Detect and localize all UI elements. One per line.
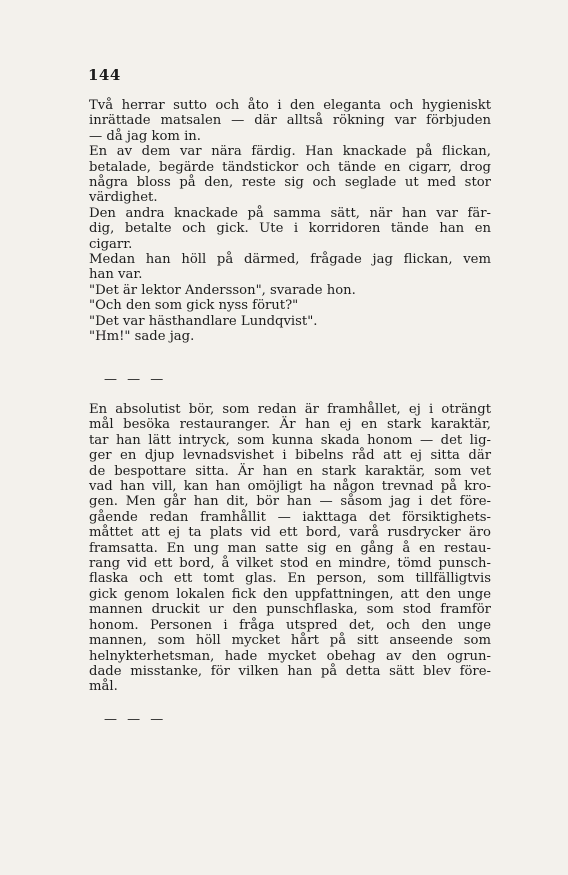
text-line: tar han lätt intryck, som kunna skada honom — det lig- <box>89 432 491 448</box>
text-line: rang vid ett bord, å vilket stod en mindre, tömd punsch- <box>89 556 491 572</box>
text-line: framsatta. En ung man satte sig en gång å en restau- <box>89 540 491 556</box>
text-line: "Och den som gick nyss förut?" <box>89 298 299 314</box>
text-line: mål besöka restauranger. Är han ej en stark karaktär, <box>89 417 491 433</box>
text-section-2 <box>89 402 491 695</box>
text-line: helnykterhetsman, hade mycket obehag av den ogrun- <box>89 648 491 664</box>
text-line: dig, betalte och gick. Ute i korridoren tände han en <box>89 221 491 237</box>
text-line: dade misstanke, för vilken han på detta sätt blev före- <box>89 663 491 679</box>
text-line: "Det var hästhandlare Lundqvist". <box>89 313 318 329</box>
section-separator: — — — <box>104 372 167 387</box>
text-line: En av dem var nära färdig. Han knackade på flickan, <box>89 144 491 160</box>
text-line: inrättade matsalen — där alltså rökning var förbjuden <box>89 113 491 129</box>
text-line: mål. <box>89 679 118 695</box>
text-line: flaska och ett tomt glas. En person, som tillfälligtvis <box>89 571 491 587</box>
text-line: Den andra knackade på samma sätt, när han var fär- <box>89 205 491 221</box>
text-line: "Det är lektor Andersson", svarade hon. <box>89 282 356 298</box>
text-line: En absolutist bör, som redan är framhållet, ej i oträngt <box>89 402 491 417</box>
text-line: han var. <box>89 267 143 283</box>
text-line: några bloss på den, reste sig och seglade ut med stor <box>89 175 491 191</box>
text-line: vad han vill, kan han omöjligt ha någon trevnad på kro- <box>89 479 491 495</box>
text-line: mannen druckit ur den punschflaska, som stod framför <box>89 602 491 618</box>
text-line: gående redan framhållit — iakttaga det försiktighets- <box>89 509 491 525</box>
text-line: ger en djup levnadsvishet i bibelns råd att ej sitta där <box>89 448 491 464</box>
text-section-1 <box>89 98 491 345</box>
text-line: betalade, begärde tändstickor och tände en cigarr, drog <box>89 159 491 175</box>
section-separator: — — — <box>104 712 167 727</box>
page-number: 144 <box>88 66 121 84</box>
text-line: — då jag kom in. <box>89 128 201 144</box>
text-line: mannen, som höll mycket hårt på sitt anseende som <box>89 633 491 649</box>
text-line: Två herrar sutto och åto i den eleganta och hygieniskt <box>89 98 491 113</box>
text-line: "Hm!" sade jag. <box>89 329 195 345</box>
text-line: värdighet. <box>89 190 158 206</box>
text-line: måttet att ej ta plats vid ett bord, varå rusdrycker äro <box>89 525 491 541</box>
text-line: gick genom lokalen fick den uppfattningen, att den unge <box>89 586 491 602</box>
text-line: cigarr. <box>89 236 133 252</box>
text-line: honom. Personen i fråga utspred det, och den unge <box>89 617 491 633</box>
text-line: Medan han höll på därmed, frågade jag flickan, vem <box>89 252 491 268</box>
text-line: de bespottare sitta. Är han en stark karaktär, som vet <box>89 463 491 479</box>
text-line: gen. Men går han dit, bör han — såsom jag i det före- <box>89 494 491 510</box>
